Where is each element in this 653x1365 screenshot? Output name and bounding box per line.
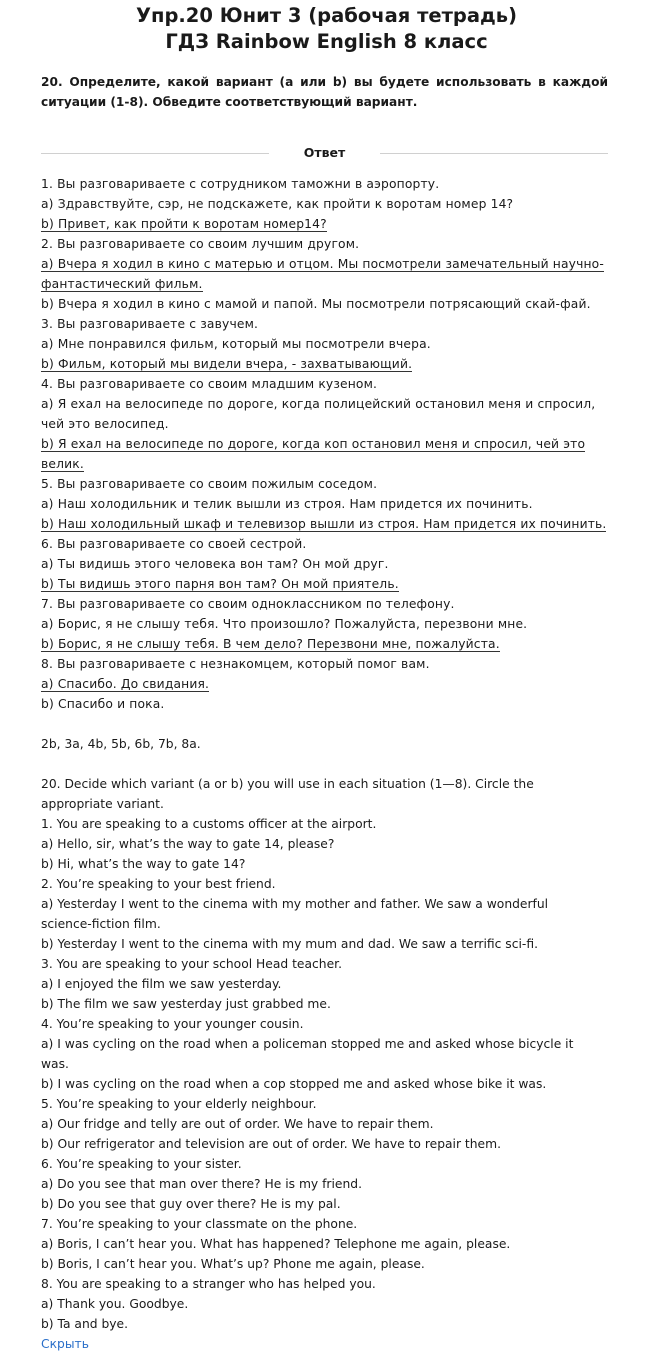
english-line: b) Do you see that guy over there? He is my pal.: [41, 1197, 341, 1211]
answer-text: а) Мне понравился фильм, который мы посмотрели вчера.: [41, 337, 431, 351]
english-line: 20. Decide which variant (a or b) you will use in each situation (1—8). Circle the: [41, 777, 534, 791]
divider-line-right: [380, 153, 608, 154]
english-line: b) Our refrigerator and television are out of order. We have to repair them.: [41, 1137, 501, 1151]
answer-line: [41, 474, 608, 494]
answer-list: [41, 174, 608, 714]
answer-line: [41, 534, 608, 554]
english-line: 5. You’re speaking to your elderly neighbour.: [41, 1097, 317, 1111]
english-line: b) Boris, I can’t hear you. What’s up? Phone me again, please.: [41, 1257, 425, 1271]
answer-line: [41, 494, 608, 514]
english-line: b) Ta and bye.: [41, 1317, 129, 1331]
english-line: a) Boris, I can’t hear you. What has happened? Telephone me again, please.: [41, 1237, 511, 1251]
selected-answer-text: b) Ты видишь этого парня вон там? Он мой приятель.: [41, 577, 399, 591]
english-line: b) Hi, what’s the way to gate 14?: [41, 857, 246, 871]
answer-line: [41, 214, 608, 234]
title-line-1: Упр.20 Юнит 3 (рабочая тетрадь): [135, 4, 518, 27]
answer-line: [41, 554, 608, 574]
title-line-2: ГДЗ Rainbow English 8 класс: [165, 30, 488, 53]
english-line: b) Yesterday I went to the cinema with my mum and dad. We saw a terrific sci-fi.: [41, 937, 538, 951]
answer-text: 5. Вы разговариваете со своим пожилым соседом.: [41, 477, 378, 491]
selected-answer-text: а) Вчера я ходил в кино с матерью и отцом. Мы посмотрели замечательный научно-: [41, 257, 604, 271]
english-line: a) I was cycling on the road when a policeman stopped me and asked whose bicycle it: [41, 1037, 574, 1051]
answer-line: [41, 614, 608, 634]
answer-text: а) Я ехал на велосипеде по дороге, когда полицейский остановил меня и спросил,: [41, 397, 596, 411]
answer-text: 2. Вы разговариваете со своим лучшим другом.: [41, 237, 360, 251]
answer-heading: Ответ: [303, 145, 346, 160]
task-text: 20. Определите, какой вариант (a или b) вы будете использовать в каждой ситуации (1-8). Обведите соответствующий вариант.: [41, 75, 608, 109]
answer-line: [41, 634, 608, 654]
answer-text: а) Здравствуйте, сэр, не подскажете, как пройти к воротам номер 14?: [41, 197, 514, 211]
answer-line: [41, 174, 608, 194]
answer-line: [41, 674, 608, 694]
english-line: b) The film we saw yesterday just grabbed me.: [41, 997, 331, 1011]
english-line: a) Hello, sir, what’s the way to gate 14, please?: [41, 837, 335, 851]
english-line: a) I enjoyed the film we saw yesterday.: [41, 977, 282, 991]
answer-line: [41, 694, 608, 714]
answer-line: [41, 594, 608, 614]
answer-key: 2b, 3a, 4b, 5b, 6b, 7b, 8a.: [41, 737, 201, 751]
answer-text: 4. Вы разговариваете со своим младшим кузеном.: [41, 377, 378, 391]
answer-text: 1. Вы разговариваете с сотрудником таможни в аэропорту.: [41, 177, 440, 191]
selected-answer-text: b) Фильм, который мы видели вчера, - захватывающий.: [41, 357, 413, 371]
answer-line: [41, 434, 608, 454]
selected-answer-text: а) Спасибо. До свидания.: [41, 677, 210, 691]
answer-text: а) Ты видишь этого человека вон там? Он мой друг.: [41, 557, 389, 571]
selected-answer-text: b) Наш холодильный шкаф и телевизор вышли из строя. Нам придется их починить.: [41, 517, 607, 531]
answer-text: 7. Вы разговариваете со своим одноклассником по телефону.: [41, 597, 455, 611]
english-line: a) Do you see that man over there? He is my friend.: [41, 1177, 362, 1191]
answer-text: чей это велосипед.: [41, 417, 169, 431]
answer-text: b) Спасибо и пока.: [41, 697, 165, 711]
answer-line: [41, 514, 608, 534]
answer-line: [41, 654, 608, 674]
answer-text: 8. Вы разговариваете с незнакомцем, который помог вам.: [41, 657, 430, 671]
answer-line: [41, 314, 608, 334]
answer-divider: [41, 143, 608, 163]
answer-line: [41, 414, 608, 434]
english-text: [41, 774, 608, 1334]
answer-line: [41, 274, 608, 294]
english-line: 2. You’re speaking to your best friend.: [41, 877, 276, 891]
english-line: a) Yesterday I went to the cinema with my mother and father. We saw a wonderful: [41, 897, 549, 911]
hide-link[interactable]: Скрыть: [41, 1337, 89, 1351]
answer-line: [41, 294, 608, 314]
english-line: 1. You are speaking to a customs officer at the airport.: [41, 817, 377, 831]
answer-text: 6. Вы разговариваете со своей сестрой.: [41, 537, 307, 551]
selected-answer-text: фантастический фильм.: [41, 277, 203, 291]
selected-answer-text: b) Привет, как пройти к воротам номер14?: [41, 217, 327, 231]
english-line: appropriate variant.: [41, 797, 164, 811]
answer-line: [41, 394, 608, 414]
selected-answer-text: велик.: [41, 457, 84, 471]
answer-text: а) Борис, я не слышу тебя. Что произошло? Пожалуйста, перезвони мне.: [41, 617, 528, 631]
english-line: a) Thank you. Goodbye.: [41, 1297, 189, 1311]
english-line: 3. You are speaking to your school Head teacher.: [41, 957, 342, 971]
answer-text: а) Наш холодильник и телик вышли из строя. Нам придется их починить.: [41, 497, 533, 511]
english-line: science-fiction film.: [41, 917, 161, 931]
english-line: 7. You’re speaking to your classmate on the phone.: [41, 1217, 358, 1231]
answer-line: [41, 354, 608, 374]
page-title: [0, 3, 653, 55]
answer-line: [41, 574, 608, 594]
answer-line: [41, 254, 608, 274]
answer-line: [41, 334, 608, 354]
answer-line: [41, 374, 608, 394]
english-line: b) I was cycling on the road when a cop stopped me and asked whose bike it was.: [41, 1077, 547, 1091]
english-line: a) Our fridge and telly are out of order. We have to repair them.: [41, 1117, 434, 1131]
answer-text: 3. Вы разговариваете с завучем.: [41, 317, 259, 331]
answer-line: [41, 234, 608, 254]
answer-line: [41, 454, 608, 474]
selected-answer-text: b) Я ехал на велосипеде по дороге, когда коп остановил меня и спросил, чей это: [41, 437, 586, 451]
selected-answer-text: b) Борис, я не слышу тебя. В чем дело? Перезвони мне, пожалуйста.: [41, 637, 500, 651]
answer-text: b) Вчера я ходил в кино с мамой и папой. Мы посмотрели потрясающий скай-фай.: [41, 297, 591, 311]
english-line: 6. You’re speaking to your sister.: [41, 1157, 242, 1171]
english-line: was.: [41, 1057, 69, 1071]
answer-line: [41, 194, 608, 214]
english-line: 8. You are speaking to a stranger who has helped you.: [41, 1277, 376, 1291]
english-line: 4. You’re speaking to your younger cousin.: [41, 1017, 304, 1031]
